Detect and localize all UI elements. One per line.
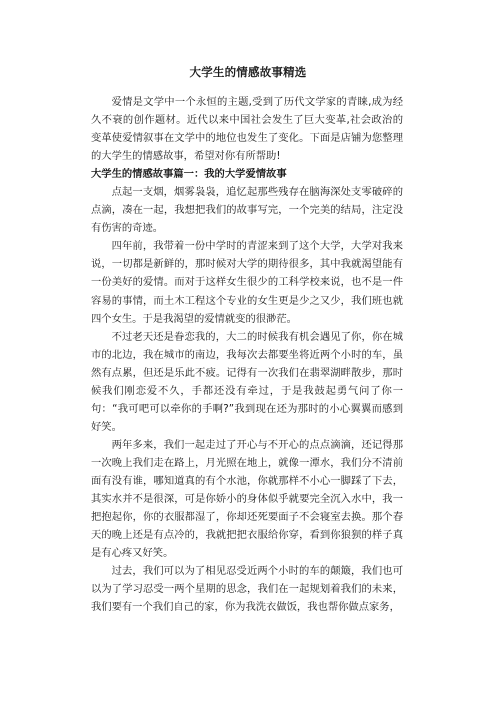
document-title: 大学生的情感故事精选 xyxy=(189,65,307,79)
body-paragraph: 两年多来，我们一起走过了开心与不开心的点点滴滴，还记得那一次晚上我们走在路上，月光照在地上，就像一潭水，我们分不清前面有没有谁，哪知道真的有个水池，你就那样不小心一脚踩了下去，其实水并不是很深，可是你娇小的身体似乎就要完全沉入水中，我一把抱起你，你的衣服都湿了，你却还死要面子不会寝室去换。那个春天的晚上还是有点冷的，我就把把衣服给你穿，看到你狼狈的样子真是有心疼又好笑。 xyxy=(91,438,403,560)
intro-paragraph: 爱情是文学中一个永恒的主题,受到了历代文学家的青睐,成为经久不衰的创作题材。近代以来中国社会发生了巨大变革,社会政治的变革使爱情叙事在文学中的地位也发生了变化。下面是店铺为您整理的大学生的情感故事，希望对你有所帮助! xyxy=(91,96,403,163)
body-paragraph: 不过老天还是眷恋我的，大二的时候我有机会遇见了你，你在城市的北边，我在城市的南边，我每次去都要坐将近两个小时的车，虽然有点累，但还是乐此不疲。记得有一次我们在翡翠湖畔散步，那时候我们刚恋爱不久，手都还没有牵过，于是我鼓起勇气问了你一句：“我可吧可以牵你的手啊?”我到现在还为那时的小心翼翼而感到好笑。 xyxy=(91,330,403,433)
document-body xyxy=(91,93,403,616)
body-paragraph: 过去，我们可以为了相见忍受近两个小时的车的颠簸，我们也可以为了学习忍受一两个星期的思念，我们在一起规划着我们的未来，我们要有一个我们自己的家，你为我洗衣做饭，我也帮你做点家务， xyxy=(91,565,403,614)
body-paragraph: 点起一支烟，烟雾袅袅，追忆起那些残存在脑海深处支零破碎的点滴，凑在一起，我想把我们的故事写完，一个完美的结局，注定没有伤害的奇迹。 xyxy=(91,186,403,235)
section-heading: 大学生的情感故事篇一：我的大学爱情故事 xyxy=(91,168,287,181)
body-paragraph: 四年前，我带着一份中学时的青涩来到了这个大学，大学对我来说，一切都是新鲜的，那时候对大学的期待很多，其中我就渴望能有一份美好的爱情。而对于这样女生很少的工科学校来说，也不是一件容易的事情，而土木工程这个专业的女生更是少之又少，我们班也就四个女生。于是我渴望的爱情就变的很渺茫。 xyxy=(91,240,403,325)
